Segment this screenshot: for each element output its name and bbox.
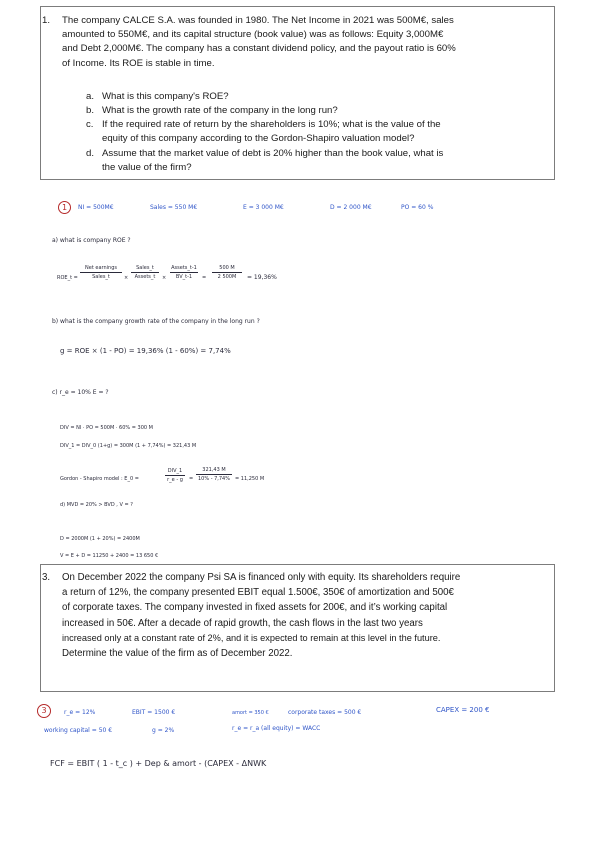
roe-fraction-2: Sales_t Assets_t	[131, 265, 159, 280]
dividend-line: DIV = NI · PO = 500M · 60% = 300 M	[60, 425, 153, 431]
note-amortization: amort = 350 €	[232, 710, 269, 716]
given-payout: PO = 60 %	[401, 204, 434, 211]
firm-value-calc: V = E + D = 11250 + 2400 = 13 650 €	[60, 553, 159, 559]
times-sign: ×	[124, 275, 129, 281]
equals-sign: =	[189, 476, 194, 482]
problem-3-circle-marker: 3	[37, 704, 51, 718]
gordon-label: Gordon - Shapiro model : E_0 =	[60, 476, 139, 482]
growth-formula: g = ROE × (1 - PO) = 19,36% (1 - 60%) = 7,74%	[60, 347, 231, 355]
problem-3-line: of corporate taxes. The company invested in fixed assets for 200€, and it’s working capital	[62, 602, 448, 614]
question-d: d. Assume that the market value of debt is 20% higher than the book value, what is the value of the firm?	[86, 148, 444, 174]
problem-3-box	[40, 564, 555, 692]
problem-1-line: amounted to 550M€, and its capital structure (book value) was as follows: Equity 3,000M€	[62, 29, 444, 41]
problem-1-circle-marker: 1	[58, 201, 71, 214]
gordon-fraction-2: 321,43 M 10% - 7,74%	[196, 467, 232, 482]
problem-1-line: The company CALCE S.A. was founded in 1980. The Net Income in 2021 was 500M€, sales	[62, 15, 454, 26]
given-equity: E = 3 000 M€	[243, 204, 284, 211]
note-ebit: EBIT = 1500 €	[132, 709, 176, 716]
given-debt: D = 2 000 M€	[330, 204, 372, 211]
problem-3-line: increased only at a constant rate of 2%, and it is expected to remain at this level in the future.	[62, 632, 441, 643]
fcf-formula: FCF = EBIT ( 1 - t_c ) + Dep & amort - (CAPEX - ΔNWK	[50, 759, 267, 768]
debt-calc: D = 2000M (1 + 20%) = 2400M	[60, 536, 140, 542]
question-b-note: b) what is the company growth rate of the company in the long run ?	[52, 318, 260, 325]
question-c-note: c) r_e = 10% E = ?	[52, 389, 109, 396]
given-net-income: NI = 500M€	[78, 204, 114, 211]
problem-1-line: and Debt 2,000M€. The company has a constant dividend policy, and the payout ratio is 60%	[62, 43, 456, 55]
note-wacc: r_e = r_a (all equity) = WACC	[232, 725, 321, 732]
problem-3-number: 3.	[42, 572, 51, 583]
roe-fraction-3: Assets_t-1 BV_t-1	[171, 265, 197, 280]
problem-3-line: a return of 12%, the company presented EBIT equal 1.500€, 350€ of amortization and 500€	[62, 587, 454, 599]
note-working-capital: working capital = 50 €	[44, 727, 113, 734]
problem-3-line: increased in 50€. After a decade of rapid growth, the cash flows in the last two years	[62, 617, 423, 629]
problem-3-line: Determine the value of the firm as of December 2022.	[62, 648, 293, 660]
gordon-fraction-1: DIV_1 r_e - g	[165, 468, 185, 483]
roe-label: ROE_t =	[57, 275, 78, 281]
problem-1-number: 1.	[42, 15, 51, 26]
gordon-result: = 11,250 M	[235, 476, 265, 482]
times-sign: ×	[162, 275, 167, 281]
roe-result: = 19,36%	[247, 274, 277, 281]
roe-fraction-4: 500 M 2 500M	[212, 265, 242, 280]
note-growth: g = 2%	[152, 727, 175, 734]
equals-sign: =	[202, 275, 207, 281]
note-required-return: r_e = 12%	[64, 709, 96, 716]
problem-1-line: of Income. Its ROE is stable in time.	[62, 57, 215, 69]
roe-fraction-1: Net earnings Sales_t	[80, 265, 122, 280]
problem-3-statement	[42, 570, 552, 661]
problem-1-statement	[42, 14, 548, 71]
question-c: c. If the required rate of return by the shareholders is 10%; what is the value of the equity of this company according to the Gordon-Shapiro valuation model?	[86, 119, 441, 145]
problem-1-box	[40, 6, 555, 180]
note-corporate-taxes: corporate taxes = 500 €	[288, 709, 362, 716]
dividend-next-line: DIV_1 = DIV_0 (1+g) = 300M (1 + 7,74%) = 321,43 M	[60, 443, 197, 449]
question-a: a. What is this company's ROE?	[86, 91, 229, 102]
question-d-note: d) MVD = 20% > BVD , V = ?	[60, 502, 133, 508]
given-sales: Sales = 550 M€	[150, 204, 198, 211]
question-b: b. What is the growth rate of the company in the long run?	[86, 105, 338, 116]
problem-3-line: On December 2022 the company Psi SA is financed only with equity. Its shareholders require	[62, 572, 461, 583]
note-capex: CAPEX = 200 €	[436, 706, 490, 714]
question-a-note: a) what is company ROE ?	[52, 237, 131, 244]
